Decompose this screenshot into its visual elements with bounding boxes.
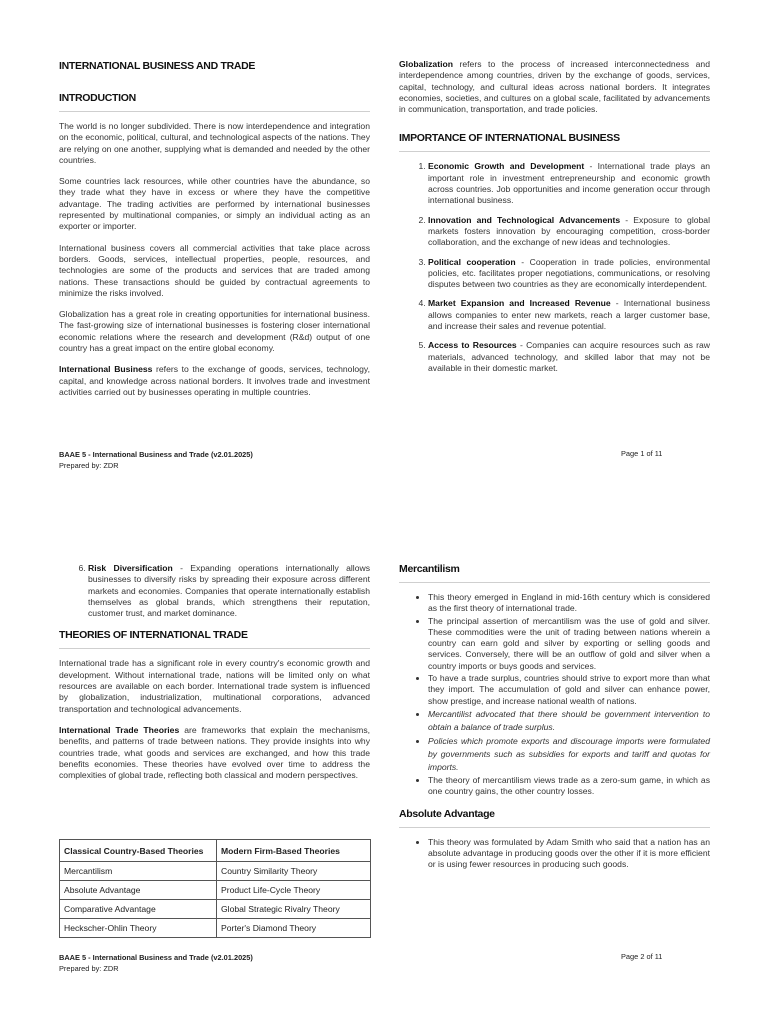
intro-paragraph-3: International business covers all commercial activities that take place across borders. Goods, services, intellectual properties, people, resources, and technologies are some of the products and services that are traded among nations. These transactions should be guided by contractual agreements to minimize the risks involved. [59, 242, 370, 298]
definition-term: Globalization [399, 59, 453, 69]
heading-divider [59, 648, 370, 649]
table-row [60, 881, 371, 900]
page2-left-column [59, 563, 370, 791]
definition-term: International Business [59, 364, 153, 375]
list-item: • This theory emerged in England in mid-16th century which is considered as the first theory of international trade. [428, 592, 710, 615]
list-item: • The theory of mercantilism views trade as a zero-sum game, in which as one country gains, the other country losses. [428, 775, 710, 798]
mercantilism-list [399, 592, 710, 798]
definition-text: are frameworks that explain the mechanisms, benefits, and patterns of trade between nations. They provide insights into why countries trade, what goods and services are exchanged, and how this trade benefits economies. These theories have evolved over time to address the complexities of global trade, reflecting both classical and modern perspectives. [59, 724, 370, 781]
list-item-text: - International business allows companies to enter new markets, reach a larger customer base, and increase their sales and revenue potential. [428, 298, 710, 332]
list-item [428, 161, 710, 206]
importance-heading: IMPORTANCE OF INTERNATIONAL BUSINESS [399, 132, 620, 145]
list-item: • The principal assertion of mercantilism was the use of gold and silver. These commodities were the unit of trading between nations wherein a country can earn gold and silver by exporting or selling goods and services. Conversely, there will be an outflow of gold and silver when a country imports or buys goods and services. [428, 616, 710, 672]
page-2 [0, 512, 768, 1024]
list-item [428, 340, 710, 374]
page1-left-column [59, 60, 370, 408]
heading-divider [59, 111, 370, 112]
list-item-text: - Cooperation in trade policies, environmental policies, etc. facilitates proper negotiations, communications, or resolving disputes between two countries as they are economically interdependent. [428, 256, 710, 290]
table-cell: Mercantilism [60, 862, 217, 881]
theories-heading: THEORIES OF INTERNATIONAL TRADE [59, 629, 248, 642]
footer-course: BAAE 5 - International Business and Trade (v2.01.2025) [59, 450, 253, 459]
list-item-text: - Companies can acquire resources such as raw materials, advanced technology, and skilled labor that may not be available in their domestic market. [428, 340, 711, 373]
table-cell: Absolute Advantage [60, 881, 217, 900]
intro-paragraph-1: The world is no longer subdivided. There is now interdependence and integration on the economic, political, cultural, and technological aspects of the nations. They are relying on one another, supplying what is demanded and needed by the other countries. [59, 121, 370, 165]
importance-list [399, 161, 710, 374]
list-item-term: Innovation and Technological Advancements [428, 214, 621, 225]
list-item-term: Access to Resources [428, 340, 517, 351]
theories-table [59, 839, 371, 938]
list-item-term: Political cooperation [428, 256, 516, 267]
globalization-definition [399, 59, 710, 115]
list-item-text: - Exposure to global markets fosters innovation by encouraging competition, cross-border collaboration, and the exchange of new ideas and technologies. [428, 214, 710, 248]
table-row [60, 919, 371, 938]
list-item: • This theory was formulated by Adam Smith who said that a nation has an absolute advantage in producing goods over the other if it is more efficient or is using fewer resources in producing such goods. [428, 837, 710, 871]
heading-divider [399, 582, 710, 583]
table-cell: Porter's Diamond Theory [217, 919, 371, 938]
theories-paragraph-2 [59, 725, 370, 781]
introduction-heading: INTRODUCTION [59, 92, 136, 104]
list-item [428, 298, 710, 332]
list-item: • To have a trade surplus, countries should strive to export more than what they import. The accumulation of gold and silver can enhance power, show prestige, and increase national wealth of nations. [428, 673, 710, 707]
table-cell: Comparative Advantage [60, 900, 217, 919]
list-item-term: Market Expansion and Increased Revenue [428, 298, 611, 309]
list-item-text: - International trade plays an important role in investment entrepreneurship and economic growth across countries. Job opportunities and income generation occur through international business. [428, 161, 711, 206]
table-header-classical: Classical Country-Based Theories [60, 840, 217, 862]
table-cell: Global Strategic Rivalry Theory [217, 900, 371, 919]
list-item: • Mercantilist advocated that there should be government intervention to obtain a balance of trade surplus. [428, 708, 710, 734]
absolute-advantage-heading: Absolute Advantage [399, 807, 495, 820]
definition-text: refers to the process of increased interconnectedness and interdependence among countries, driven by the exchange of goods, services, capital, technology, and cultural ideas across national borders. It integrates economies, societies, and cultures on a global scale, facilitated by advancements in communication, transportation, and trade policies. [399, 59, 710, 115]
table-cell: Product Life-Cycle Theory [217, 881, 371, 900]
international-business-definition [59, 364, 370, 398]
table-row [60, 900, 371, 919]
page-footer [59, 449, 253, 471]
list-item [428, 215, 710, 249]
heading-divider [399, 151, 710, 152]
definition-text: refers to the exchange of goods, services, technology, capital, and knowledge across national borders. It involves trade and investment activities carried out by businesses operating in multiple countries. [59, 364, 370, 397]
list-item-term: Economic Growth and Development [428, 161, 585, 172]
footer-course: BAAE 5 - International Business and Trade (v2.01.2025) [59, 953, 253, 962]
list-item: • Policies which promote exports and discourage imports were formulated by governments such as subsidies for exports and tariff and quotas for imports. [428, 735, 710, 774]
page2-right-column [399, 563, 710, 871]
list-item [88, 563, 370, 619]
intro-paragraph-2: Some countries lack resources, while other countries have the abundance, so they trade what they have in excess or where they have the competitive advantage. The trading activities are performed by international businesses represented by multinational companies, or simply an individual acting as an exporter or importer. [59, 176, 370, 232]
importance-list-continued [59, 563, 370, 619]
absolute-advantage-list [399, 837, 710, 871]
page-footer [59, 952, 253, 974]
table-cell: Heckscher-Ohlin Theory [60, 919, 217, 938]
mercantilism-heading: Mercantilism [399, 563, 460, 575]
footer-prepared-by: Prepared by: ZDR [59, 461, 119, 470]
table-cell: Country Similarity Theory [217, 862, 371, 881]
table-header-row [60, 840, 371, 862]
document-title: INTERNATIONAL BUSINESS AND TRADE [59, 60, 256, 72]
table-header-modern: Modern Firm-Based Theories [217, 840, 371, 862]
heading-divider [399, 827, 710, 828]
page-number: Page 2 of 11 [621, 952, 663, 961]
definition-term: International Trade Theories [59, 724, 180, 735]
list-item-text: - Expanding operations internationally allows businesses to diversify risks by spreading their exposure across different markets and economies. Companies that operate internationally establish themselves as global brands, which strengthens their reputation, customer trust, and market dominance. [88, 563, 370, 619]
list-item-term: Risk Diversification [88, 563, 173, 573]
footer-prepared-by: Prepared by: ZDR [59, 964, 119, 973]
page1-right-column [399, 59, 710, 382]
theories-paragraph-1: International trade has a significant role in every country's economic growth and development. Without international trade, nations will be limited only on what resources are available on each border. International trade system is influenced by globalization, industrialization, multinational corporations, advanced transportation and technological advancements. [59, 658, 370, 714]
intro-paragraph-4: Globalization has a great role in creating opportunities for international business. The fast-growing size of international businesses is fostering closer international economic relations where the research and development (R&d) output of one country has a great impact on the entire global economy. [59, 309, 370, 354]
page-number: Page 1 of 11 [621, 449, 663, 458]
table-row [60, 862, 371, 881]
list-item [428, 257, 710, 291]
